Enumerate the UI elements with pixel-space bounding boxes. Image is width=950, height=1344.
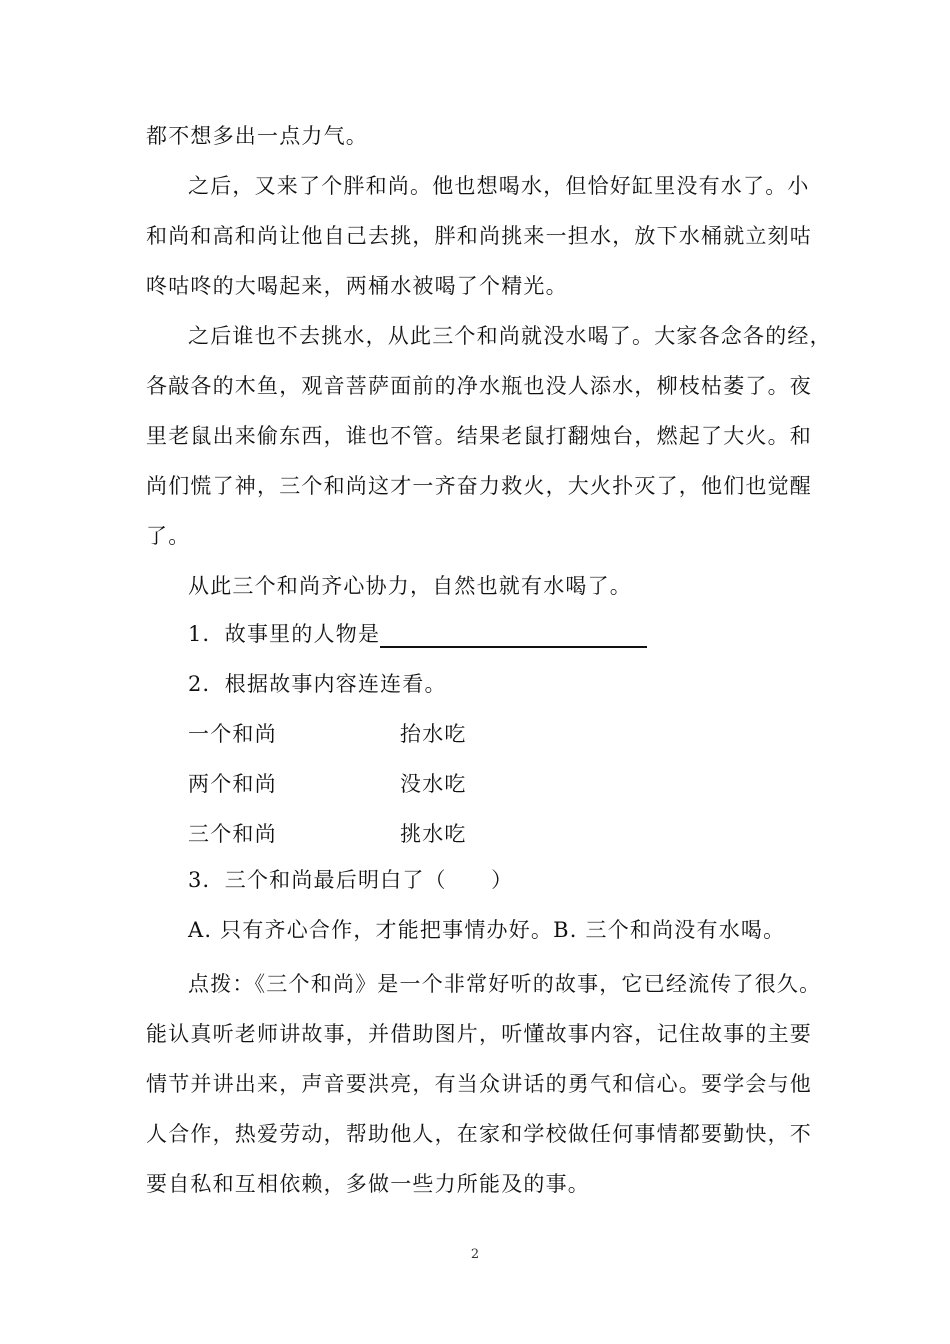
question-3-options: A. 只有齐心合作，才能把事情办好。B. 三个和尚没有水喝。	[188, 918, 786, 942]
match-left-item: 两个和尚	[188, 772, 277, 796]
paragraph-line: 了。	[146, 524, 191, 548]
tip-line: 点拨：《三个和尚》是一个非常好听的故事，它已经流传了很久。	[188, 972, 822, 996]
question-2: 2．根据故事内容连连看。	[188, 672, 447, 696]
page-number: 2	[470, 1247, 480, 1262]
question-1: 1．故事里的人物是	[188, 622, 381, 646]
paragraph-line: 都不想多出一点力气。	[146, 124, 368, 148]
paragraph-line: 尚们慌了神，三个和尚这才一齐奋力救火，大火扑灭了，他们也觉醒	[146, 474, 812, 498]
match-left-item: 三个和尚	[188, 822, 277, 846]
answer-blank-line	[380, 646, 647, 648]
paragraph-line: 里老鼠出来偷东西，谁也不管。结果老鼠打翻烛台，燃起了大火。和	[146, 424, 812, 448]
paragraph-line: 和尚和高和尚让他自己去挑，胖和尚挑来一担水，放下水桶就立刻咕	[146, 224, 812, 248]
paragraph-line: 之后谁也不去挑水，从此三个和尚就没水喝了。大家各念各的经，	[188, 324, 832, 348]
tip-line: 人合作，热爱劳动，帮助他人，在家和学校做任何事情都要勤快，不	[146, 1122, 812, 1146]
paragraph-line: 各敲各的木鱼，观音菩萨面前的净水瓶也没人添水，柳枝枯萎了。夜	[146, 374, 812, 398]
match-left-item: 一个和尚	[188, 722, 277, 746]
tip-line: 能认真听老师讲故事，并借助图片，听懂故事内容，记住故事的主要	[146, 1022, 812, 1046]
question-3: 3．三个和尚最后明白了（ ）	[188, 868, 514, 892]
match-right-item: 挑水吃	[400, 822, 467, 846]
paragraph-line: 从此三个和尚齐心协力，自然也就有水喝了。	[188, 574, 632, 598]
paragraph-line: 之后，又来了个胖和尚。他也想喝水，但恰好缸里没有水了。小	[188, 174, 810, 198]
match-right-item: 抬水吃	[400, 722, 467, 746]
match-right-item: 没水吃	[400, 772, 467, 796]
tip-line: 情节并讲出来，声音要洪亮，有当众讲话的勇气和信心。要学会与他	[146, 1072, 812, 1096]
tip-line: 要自私和互相依赖，多做一些力所能及的事。	[146, 1172, 590, 1196]
paragraph-line: 咚咕咚的大喝起来，两桶水被喝了个精光。	[146, 274, 568, 298]
